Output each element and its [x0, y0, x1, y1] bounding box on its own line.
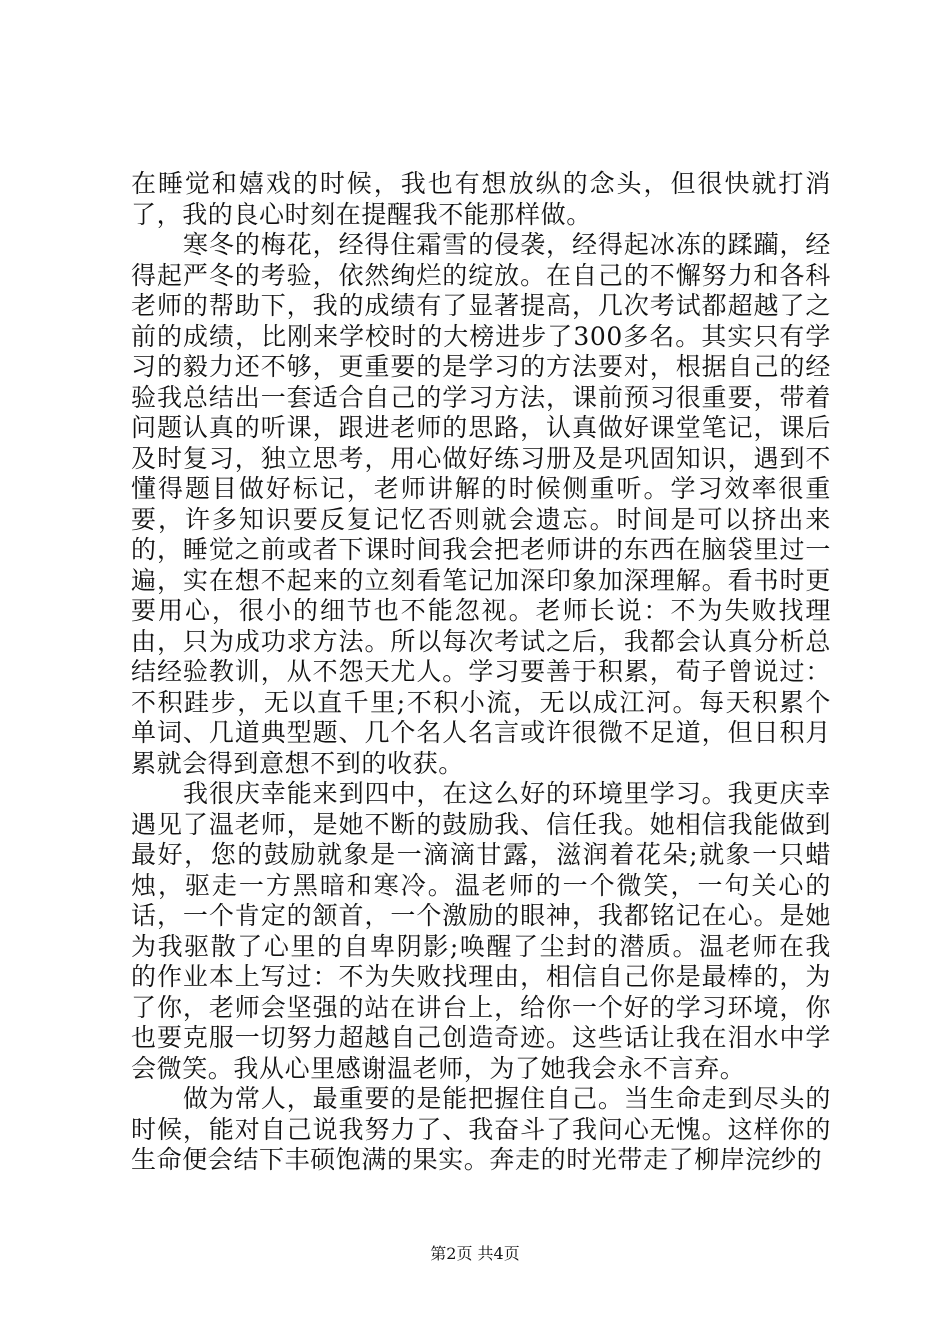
paragraph-grasp-yourself: 做为常人，最重要的是能把握住自己。当生命走到尽头的时候，能对自己说我努力了、我奋斗了我问心无愧。这样你的生命便会结下丰硕饱满的果实。奔走的时光带走了柳岸浣纱的 [131, 1084, 831, 1174]
page-number-footer: 第2页 共4页 [430, 1244, 520, 1263]
paragraph-teacher-wen: 我很庆幸能来到四中，在这么好的环境里学习。我更庆幸遇见了温老师，是她不断的鼓励我、信任我。她相信我能做到最好，您的鼓励就象是一滴滴甘露，滋润着花朵;就象一只蜡烛，驱走一方黑暗和寒冷。温老师的一个微笑，一句关心的话，一个肯定的颔首，一个激励的眼神，我都铭记在心。是她为我驱散了心里的自卑阴影;唤醒了尘封的潜质。温老师在我的作业本上写过：不为失败找理由，相信自己你是最棒的，为了你，老师会坚强的站在讲台上，给你一个好的学习环境，你也要克服一切努力超越自己创造奇迹。这些话让我在泪水中学会微笑。我从心里感谢温老师，为了她我会永不言弃。 [131, 779, 831, 1083]
paragraph-plum-blossom: 寒冬的梅花，经得住霜雪的侵袭，经得起冰冻的蹂躏，经得起严冬的考验，依然绚烂的绽放。在自己的不懈努力和各科老师的帮助下，我的成绩有了显著提高，几次考试都超越了之前的成绩，比刚来学校时的大榜进步了300多名。其实只有学习的毅力还不够，更重要的是学习的方法要对，根据自己的经验我总结出一套适合自己的学习方法，课前预习很重要，带着问题认真的听课，跟进老师的思路，认真做好课堂笔记，课后及时复习，独立思考，用心做好练习册及是巩固知识，遇到不懂得题目做好标记，老师讲解的时候侧重听。学习效率很重要，许多知识要反复记忆否则就会遗忘。时间是可以挤出来的，睡觉之前或者下课时间我会把老师讲的东西在脑袋里过一遍，实在想不起来的立刻看笔记加深印象加深理解。看书时更要用心，很小的细节也不能忽视。老师长说：不为失败找理由，只为成功求方法。所以每次考试之后，我都会认真分析总结经验教训，从不怨天尤人。学习要善于积累，荀子曾说过：不积跬步，无以直千里;不积小流，无以成江河。每天积累个单词、几道典型题、几个名人名言或许很微不足道，但日积月累就会得到意想不到的收获。 [131, 230, 831, 778]
paragraph-continuation: 在睡觉和嬉戏的时候，我也有想放纵的念头，但很快就打消了，我的良心时刻在提醒我不能那样做。 [131, 169, 831, 229]
document-body [131, 169, 831, 1176]
